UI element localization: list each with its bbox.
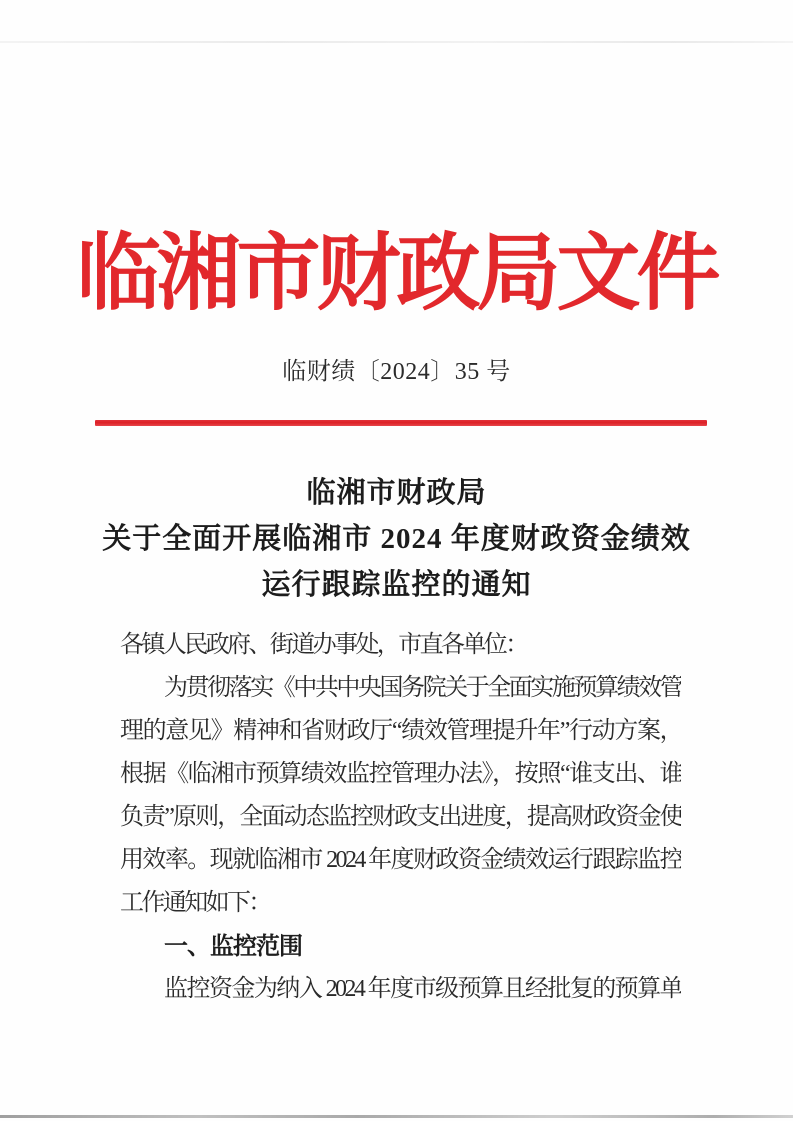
paragraph-line: 用效率。现就临湘市 2024 年度财政资金绩效运行跟踪监控 — [120, 847, 681, 873]
scan-artifact-bottom-line — [0, 1115, 793, 1118]
scan-artifact-top-line — [0, 41, 793, 43]
paragraph-line: 监控资金为纳入 2024 年度市级预算且经批复的预算单 — [164, 976, 681, 1002]
paragraph-line: 负责”原则，全面动态监控财政支出进度，提高财政资金使 — [120, 804, 681, 830]
document-title — [0, 470, 793, 608]
salutation-line: 各镇人民政府、街道办事处，市直各单位： — [120, 632, 527, 658]
paragraph-line: 理的意见》精神和省财政厅“绩效管理提升年”行动方案， — [120, 718, 681, 744]
document-title-line-3: 运行跟踪监控的通知 — [261, 569, 532, 601]
paragraph-line: 根据《临湘市预算绩效监控管理办法》，按照“谁支出、谁 — [120, 761, 681, 787]
red-separator-rule — [95, 420, 707, 426]
document-body — [120, 624, 681, 1011]
paragraph-line: 工作通知如下： — [120, 890, 270, 916]
document-title-line-1: 临湘市财政局 — [306, 477, 487, 509]
document-number: 临财绩〔2024〕35 号 — [282, 359, 511, 385]
letterhead-title: 临湘市财政局文件 — [76, 228, 717, 321]
paragraph-line: 为贯彻落实《中共中央国务院关于全面实施预算绩效管 — [164, 675, 681, 701]
section-heading: 一、监控范围 — [164, 933, 302, 960]
document-title-line-2: 关于全面开展临湘市 2024 年度财政资金绩效 — [102, 523, 691, 555]
